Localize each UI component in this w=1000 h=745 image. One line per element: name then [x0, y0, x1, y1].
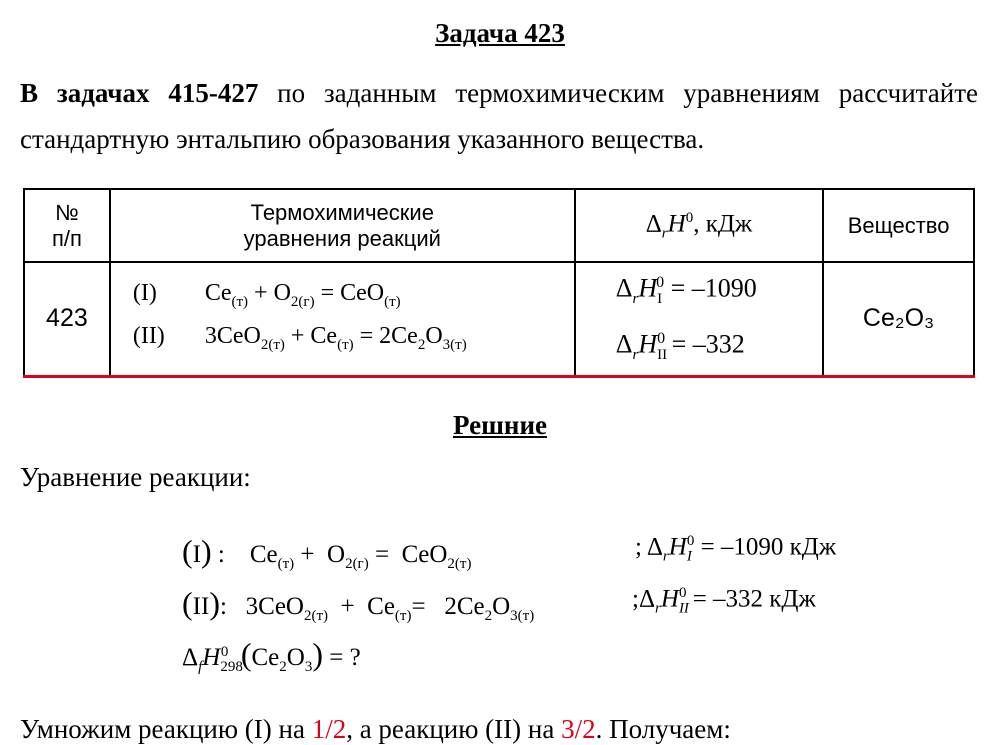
task-text: по заданным термохимическим уравнениям рассчитайте стандартную энтальпию образования указанного вещества.: [20, 78, 978, 154]
reaction-i: (I) : $Ce_{(т)} + O_{2(г)} = CeO_{2(т)}$: [182, 533, 472, 572]
reaction-ii: (II): $3CeO_{2(т)} + Ce_{(т)}= 2Ce_2O_{3(т)}$: [182, 585, 535, 624]
equation-label: Уравнение реакции:: [20, 462, 251, 492]
cell-enthalpies: $\Delta_rH_I^0 = -1090$ $\Delta_rH_{II}^0 = -332$: [575, 262, 823, 376]
task-title: Задача 423: [435, 18, 565, 48]
header-enthalpy: $\Delta_rH^0$, кДж: [575, 189, 823, 262]
multiply-instruction: Умножим реакцию (I) на 1/2, а реакцию (II) на 3/2. Получаем:: [20, 714, 731, 744]
task-range: В задачах 415-427: [20, 78, 259, 108]
cell-substance: Ce₂O₃: [823, 262, 974, 376]
equation-i: (I) $Ce_{(т)} + O_{2(г)} = CeO_{(т)}$: [132, 280, 401, 310]
solution-title: Решние: [452, 410, 547, 440]
task-table: [23, 188, 975, 378]
table-header-row: [24, 189, 974, 262]
equation-ii: (II) $3CeO_{2(т)} + Ce_{(т)} = 2Ce_2O_{3(т)}$: [132, 322, 467, 353]
task-statement: [20, 70, 978, 162]
target-formation-enthalpy: $\Delta_fH_{298}^0$ $(Ce_2O_3)$ = ?: [182, 636, 361, 675]
header-num: № п/п: [24, 189, 110, 262]
reaction-i-enthalpy: ; $\Delta_rH_I^0 = -1090$ кДж: [635, 533, 837, 565]
cell-equations: [110, 262, 575, 376]
cell-num: 423: [24, 262, 110, 376]
header-substance: Вещество: [823, 189, 974, 262]
table-row: [24, 262, 974, 376]
reaction-ii-enthalpy: $;\Delta_rH_{II}^0 = -332$ кДж: [632, 585, 816, 617]
header-equations: Термохимические уравнения реакций: [110, 189, 575, 262]
